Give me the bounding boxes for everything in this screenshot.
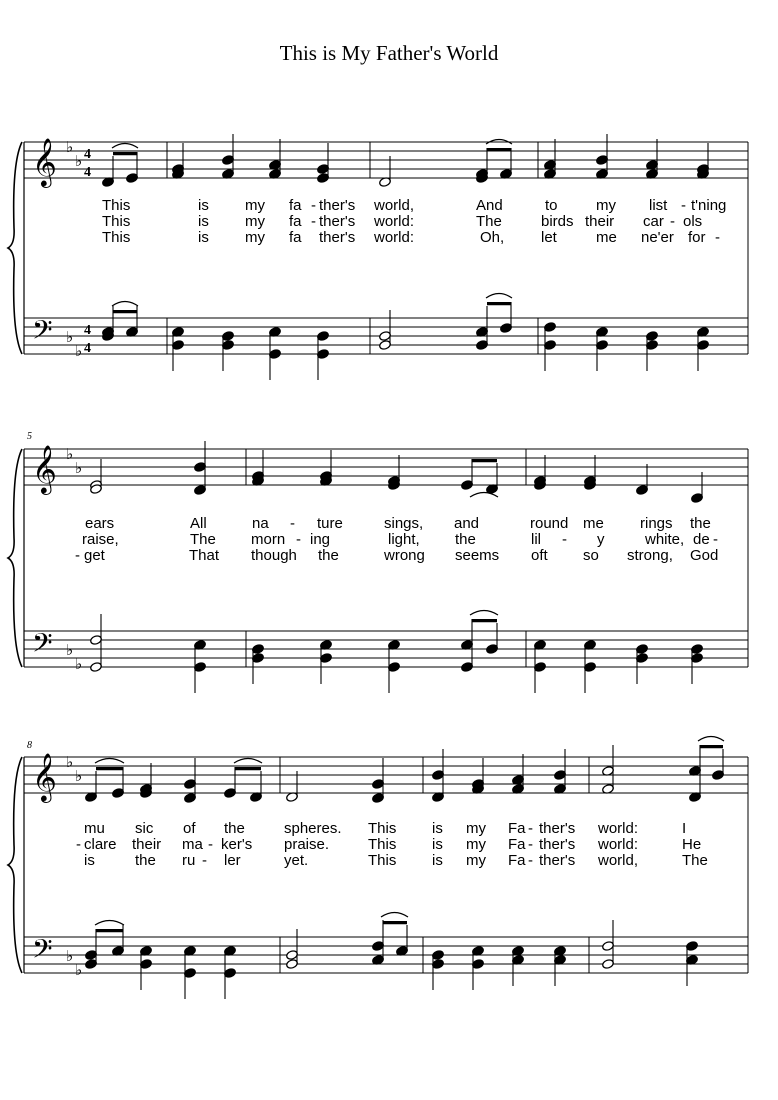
lyric: my [245, 229, 265, 246]
note-beam [487, 148, 511, 151]
lyric: ing [310, 531, 331, 548]
lyric: ther's [539, 836, 576, 853]
lyrics-system-2 [75, 515, 718, 564]
lyric: rings [640, 515, 673, 532]
lyric: This [368, 852, 397, 869]
lyric: is [432, 836, 443, 853]
lyric: strong, [627, 547, 673, 564]
lyric: - [528, 820, 533, 837]
lyric: Fa [508, 820, 526, 837]
lyric: and [454, 515, 480, 532]
flat-icon: ♭ [66, 641, 74, 659]
flat-icon: ♭ [66, 753, 74, 771]
lyric: world: [598, 836, 639, 853]
lyric: the [455, 531, 476, 548]
lyric: ker's [221, 836, 253, 853]
lyric: God [690, 547, 719, 564]
treble-clef-icon: 𝄞 [32, 752, 57, 801]
lyric: world, [598, 852, 639, 869]
lyric: of [183, 820, 196, 837]
lyric: The [190, 531, 216, 548]
lyric: - [296, 531, 301, 548]
lyric: fa [289, 213, 302, 230]
system-brace [8, 142, 22, 354]
lyric: world, [374, 197, 415, 214]
lyric: wrong [384, 547, 425, 564]
lyric: the [224, 820, 245, 837]
lyric: - [76, 836, 81, 853]
bass-clef-icon: 𝄢 [32, 933, 53, 971]
lyric: raise, [82, 531, 119, 548]
lyric: ther's [319, 197, 356, 214]
treble-clef-icon: 𝄞 [32, 444, 57, 493]
flat-icon: ♭ [66, 138, 74, 156]
flat-icon: ♭ [75, 767, 83, 785]
lyric: y [597, 531, 605, 548]
slur [112, 302, 138, 307]
lyric: their [585, 213, 615, 230]
lyric: my [466, 852, 486, 869]
slur [381, 913, 408, 918]
slur [234, 759, 262, 764]
flat-icon: ♭ [75, 655, 83, 673]
lyric: - [528, 852, 533, 869]
lyric: is [432, 852, 443, 869]
lyric: mu [84, 820, 105, 837]
lyric: ma [182, 836, 203, 853]
note-beam [113, 152, 137, 155]
lyric: sic [135, 820, 154, 837]
note-beam [472, 459, 497, 462]
lyric: world: [374, 229, 415, 246]
lyric: ler [224, 852, 241, 869]
lyric: car [643, 213, 664, 230]
lyric: The [476, 213, 502, 230]
slur [95, 921, 124, 926]
lyric: the [690, 515, 711, 532]
measure-number-8: 8 [27, 740, 32, 751]
lyric: spheres. [284, 820, 342, 837]
lyric: Fa [508, 852, 526, 869]
bass-clef-icon: 𝄢 [32, 627, 53, 665]
lyric: - [715, 229, 720, 246]
slur [470, 611, 498, 616]
lyric: - [681, 197, 686, 214]
lyric: I [682, 820, 687, 837]
treble-clef-icon: 𝄞 [32, 137, 57, 186]
lyric: praise. [284, 836, 330, 853]
lyric: na [252, 515, 269, 532]
lyric: clare [84, 836, 117, 853]
lyric: yet. [284, 852, 309, 869]
lyric: ther's [319, 213, 356, 230]
lyric: my [245, 197, 265, 214]
lyrics-system-1 [102, 197, 726, 246]
time-signature-bottom: 4 [84, 341, 91, 356]
lyric: seems [455, 547, 500, 564]
flat-icon: ♭ [75, 152, 83, 170]
lyric: oft [531, 547, 548, 564]
flat-icon: ♭ [75, 961, 83, 979]
note-beam [113, 310, 137, 313]
lyric: - [713, 531, 718, 548]
lyric: ru [182, 852, 196, 869]
lyric: me [583, 515, 604, 532]
lyric: That [189, 547, 220, 564]
lyric: Oh, [480, 229, 505, 246]
lyric: - [562, 531, 567, 548]
flat-icon: ♭ [66, 445, 74, 463]
note-beam [96, 929, 123, 932]
measure-number-5: 5 [27, 431, 32, 442]
note-beam [472, 619, 497, 622]
lyric: round [530, 515, 569, 532]
lyric: - [311, 197, 316, 214]
lyric: ther's [319, 229, 356, 246]
lyric: the [135, 852, 156, 869]
bass-clef-icon: 𝄢 [32, 314, 53, 352]
lyric: He [682, 836, 702, 853]
clefs-and-signatures [32, 137, 91, 979]
lyric: my [245, 213, 265, 230]
slur [698, 737, 724, 742]
note-beam [487, 302, 511, 305]
lyric: - [75, 547, 80, 564]
note-beam [96, 767, 123, 770]
lyric: - [290, 515, 295, 532]
lyric: - [311, 213, 316, 230]
lyric: my [466, 836, 486, 853]
flat-icon: ♭ [75, 459, 83, 477]
lyric: de [693, 531, 710, 548]
lyric: The [682, 852, 708, 869]
note-beam [383, 921, 407, 924]
slur [112, 144, 138, 149]
time-signature-top: 4 [84, 323, 91, 338]
lyric: me [596, 229, 617, 246]
system-brace [8, 757, 22, 973]
lyric: All [190, 515, 207, 532]
lyric: ols [683, 213, 703, 230]
lyric: is [198, 213, 209, 230]
lyric: morn [251, 531, 286, 548]
lyric: ne'er [641, 229, 674, 246]
lyric: ears [85, 515, 115, 532]
lyric: And [476, 197, 503, 214]
slur [486, 294, 512, 299]
lyric: - [528, 836, 533, 853]
lyric: ther's [539, 852, 576, 869]
lyric: This [368, 820, 397, 837]
lyric: my [466, 820, 486, 837]
lyric: so [583, 547, 599, 564]
lyric: white, [645, 531, 685, 548]
lyric: is [84, 852, 95, 869]
lyric: their [132, 836, 162, 853]
flat-icon: ♭ [75, 342, 83, 360]
lyric: is [432, 820, 443, 837]
notes [85, 134, 725, 999]
lyric: for [688, 229, 706, 246]
lyric: - [202, 852, 207, 869]
lyric: This [102, 197, 131, 214]
lyric: This [368, 836, 397, 853]
system-brace [8, 449, 22, 667]
lyric: - [670, 213, 675, 230]
lyric: my [596, 197, 616, 214]
lyric: t'ning [691, 197, 727, 214]
lyric: birds [541, 213, 574, 230]
lyric: world: [374, 213, 415, 230]
lyric: lil [531, 531, 541, 548]
lyric: world: [598, 820, 639, 837]
time-signature-top: 4 [84, 147, 91, 162]
flat-icon: ♭ [66, 328, 74, 346]
lyric: ther's [539, 820, 576, 837]
slur [95, 759, 124, 764]
lyric: This [102, 229, 131, 246]
lyrics-system-3 [76, 820, 708, 869]
lyric: let [541, 229, 557, 246]
lyric: is [198, 229, 209, 246]
lyric: Fa [508, 836, 526, 853]
lyric: sings, [384, 515, 424, 532]
lyric: the [318, 547, 339, 564]
lyric: ture [317, 515, 343, 532]
time-signature-bottom: 4 [84, 165, 91, 180]
flat-icon: ♭ [66, 947, 74, 965]
song-title: This is My Father's World [279, 41, 499, 65]
lyric: is [198, 197, 209, 214]
lyric: though [251, 547, 297, 564]
lyric: to [545, 197, 558, 214]
lyric: fa [289, 197, 302, 214]
lyric: fa [289, 229, 302, 246]
lyric: - [208, 836, 213, 853]
note-beam [235, 767, 261, 770]
note-beam [700, 745, 723, 748]
lyric: This [102, 213, 131, 230]
lyric: list [649, 197, 668, 214]
lyric: get [84, 547, 105, 564]
lyric: light, [388, 531, 420, 548]
slur [470, 493, 498, 498]
